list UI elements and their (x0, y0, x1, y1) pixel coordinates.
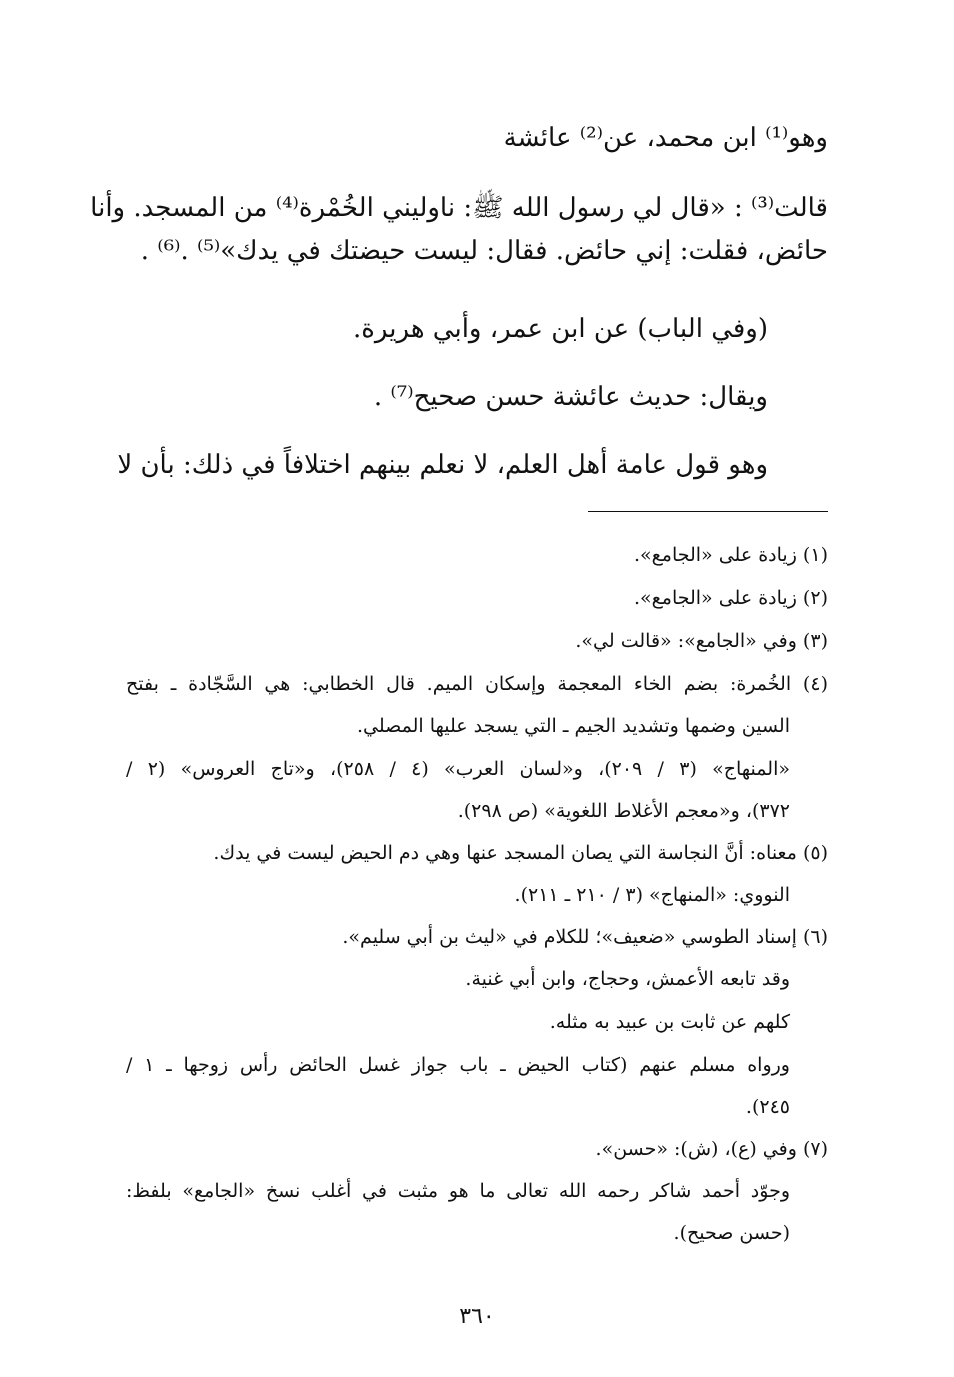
main-text-line-6: وهو قول عامة أهل العلم، لا نعلم بينهم اختلافاً في ذلك: بأن لا (117, 450, 768, 480)
footnote-7-line-3: (حسن صحيح). (673, 1222, 790, 1244)
footnote-1: (١) زيادة على «الجامع». (633, 544, 828, 566)
footnote-4-line-3: «المنهاج» (٣ / ٢٠٩)، و«لسان العرب» (٤ / ٢٥٨)، و«تاج العروس» (٢ / (126, 758, 790, 780)
footnote-4-line-1: (٤) الخُمرة: بضم الخاء المعجمة وإسكان الميم. قال الخطابي: هي السَّجّادة ـ بفتح (126, 673, 828, 695)
footnote-2: (٢) زيادة على «الجامع». (633, 587, 828, 609)
footnote-6-line-4: ورواه مسلم عنهم (كتاب الحيض ـ باب جواز غسل الحائض رأس زوجها ـ ١ / (126, 1054, 790, 1076)
footnote-7-line-1: (٧) وفي (ع)، (ش): «حسن». (595, 1138, 828, 1160)
footnote-6-line-1: (٦) إسناد الطوسي «ضعيف»؛ للكلام في «ليث بن أبي سليم». (342, 926, 828, 948)
footnote-5-line-2: النووي: «المنهاج» (٣ / ٢١٠ ـ ٢١١). (514, 884, 790, 906)
main-text-line-1: وهو⁽¹⁾ ابن محمد، عن⁽²⁾ عائشة (503, 123, 828, 153)
footnote-6-line-2: وقد تابعه الأعمش، وحجاج، وابن أبي غنية. (465, 968, 790, 990)
footnote-6-line-5: ٢٤٥). (745, 1096, 790, 1118)
footnote-divider (588, 511, 828, 512)
footnote-7-line-2: وجوّد أحمد شاكر رحمه الله تعالى ما هو مثبت في أغلب نسخ «الجامع» بلفظ: (126, 1180, 790, 1202)
page-number: ٣٦٠ (459, 1304, 495, 1329)
footnote-4-line-2: السين وضمها وتشديد الجيم ـ التي يسجد عليها المصلي. (356, 715, 790, 737)
footnote-5-line-1: (٥) معناه: أنَّ النجاسة التي يصان المسجد عنها وهي دم الحيض ليست في يدك. (213, 842, 828, 864)
main-text-line-3: حائض، فقلت: إني حائض. فقال: ليست حيضتك في يدك»⁽⁵⁾ .⁽⁶⁾ . (140, 236, 828, 266)
footnote-3: (٣) وفي «الجامع»: «قالت لي». (575, 630, 828, 652)
main-text-line-4: (وفي الباب) عن ابن عمر، وأبي هريرة. (353, 314, 768, 344)
footnote-6-line-3: كلهم عن ثابت بن عبيد به مثله. (549, 1011, 790, 1033)
footnote-4-line-4: ٣٧٢)، و«معجم الأغلاط اللغوية» (ص ٢٩٨). (457, 800, 790, 822)
main-text-line-5: ويقال: حديث عائشة حسن صحيح⁽⁷⁾ . (373, 382, 768, 412)
main-text-line-2: قالت⁽³⁾ : «قال لي رسول الله ﷺ: ناوليني الخُمْرة⁽⁴⁾ من المسجد. وأنا (90, 193, 828, 223)
